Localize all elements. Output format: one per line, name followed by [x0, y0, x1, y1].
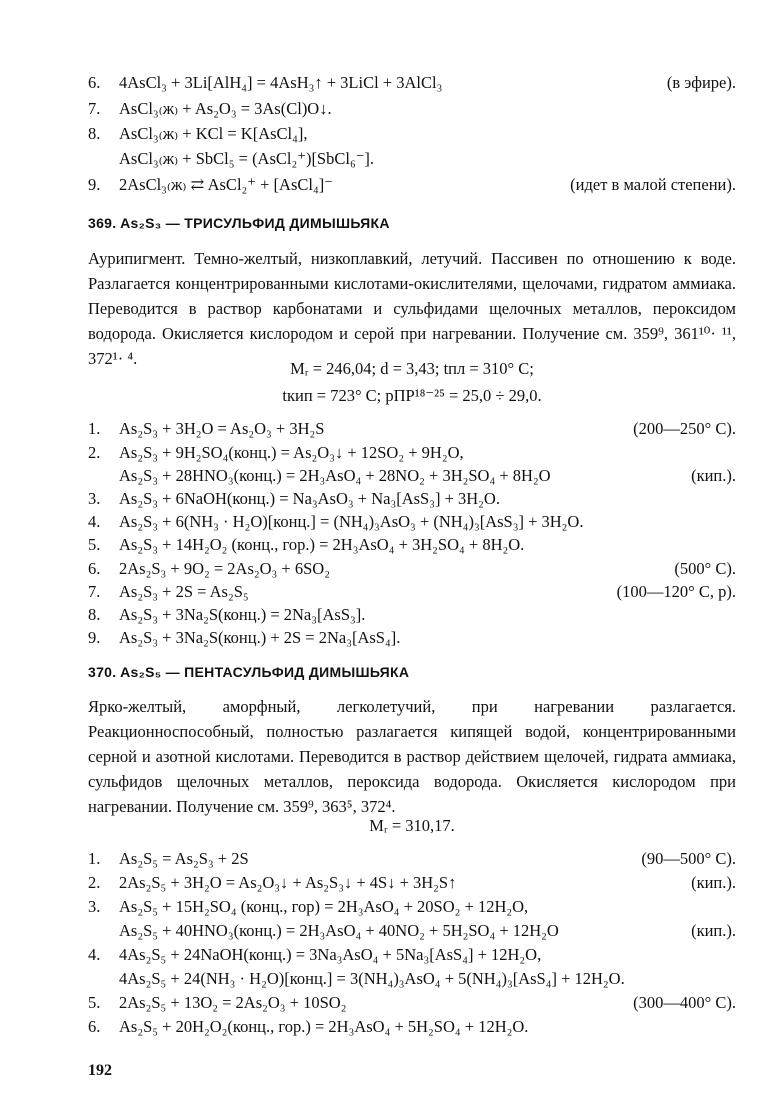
- reaction-equation: As₂S₅ + 15H₂SO₄ (конц., гор) = 2H₃AsO₄ + 20SO₂ + 12H₂O,: [119, 897, 529, 916]
- properties-line: Mᵣ = 246,04; d = 3,43; tпл = 310° C;: [290, 359, 534, 378]
- reaction-number: 6.: [88, 1017, 101, 1036]
- reaction-equation: As₂S₃ + 6(NH₃ · H₂O)[конц.] = (NH₄)₃AsO₃ + (NH₄)₃[AsS₃] + 3H₂O.: [119, 512, 584, 531]
- reaction-equation: As₂S₃ + 3Na₂S(конц.) + 2S = 2Na₃[AsS₄].: [119, 628, 401, 647]
- reaction-equation: 2As₂S₅ + 3H₂O = As₂O₃↓ + As₂S₃↓ + 4S↓ + 3H₂S↑: [119, 873, 457, 892]
- reaction-row: [88, 1014, 736, 1040]
- reaction-number: 1.: [88, 849, 101, 868]
- reaction-row: [88, 625, 736, 651]
- reaction-number: 6.: [88, 559, 101, 578]
- reaction-condition: (100—120° C, p).: [616, 582, 736, 601]
- reaction-row: [88, 146, 736, 172]
- reaction-row: [88, 894, 736, 920]
- reaction-equation: As₂S₃ + 2S = As₂S₅: [119, 582, 249, 601]
- reaction-row: [88, 96, 736, 122]
- reaction-condition: (в эфире).: [666, 73, 736, 92]
- reaction-equation: AsCl₃₍ж₎ + As₂O₃ = 3As(Cl)O↓.: [119, 99, 332, 118]
- reaction-condition: (идет в малой степени).: [570, 175, 736, 194]
- reaction-condition: (200—250° C).: [633, 419, 736, 438]
- reaction-equation: As₂S₅ + 40HNO₃(конц.) = 2H₃AsO₄ + 40NO₂ + 5H₂SO₄ + 12H₂O: [119, 921, 559, 940]
- reaction-condition: (300—400° C).: [633, 993, 736, 1012]
- reaction-condition: (90—500° C).: [641, 849, 736, 868]
- reaction-row: [88, 121, 736, 147]
- reaction-number: 9.: [88, 628, 101, 647]
- section-heading: 370. As₂S₅ — ПЕНТАСУЛЬФИД ДИМЫШЬЯКА: [88, 664, 410, 680]
- reaction-equation: 2AsCl₃₍ж₎ ⇄ AsCl₂⁺ + [AsCl₄]⁻: [119, 175, 333, 194]
- page-number: 192: [88, 1062, 112, 1079]
- reaction-equation: As₂S₃ + 28HNO₃(конц.) = 2H₃AsO₄ + 28NO₂ + 3H₂SO₄ + 8H₂O: [119, 466, 551, 485]
- reaction-equation: As₂S₃ + 3Na₂S(конц.) = 2Na₃[AsS₃].: [119, 605, 366, 624]
- reaction-condition: (кип.).: [691, 921, 736, 940]
- reaction-equation: As₂S₅ + 20H₂O₂(конц., гор.) = 2H₃AsO₄ + 5H₂SO₄ + 12H₂O.: [119, 1017, 529, 1036]
- reaction-number: 7.: [88, 582, 101, 601]
- reaction-row: [88, 416, 736, 442]
- reaction-equation: As₂S₃ + 3H₂O = As₂O₃ + 3H₂S: [119, 419, 325, 438]
- section-heading: 369. As₂S₃ — ТРИСУЛЬФИД ДИМЫШЬЯКА: [88, 215, 390, 231]
- reaction-row: [88, 70, 736, 96]
- reaction-number: 4.: [88, 512, 101, 531]
- reaction-equation: 4AsCl₃ + 3Li[AlH₄] = 4AsH₃↑ + 3LiCl + 3AlCl₃: [119, 73, 443, 92]
- properties-line: tкип = 723° C; рПР¹⁸⁻²⁵ = 25,0 ÷ 29,0.: [282, 386, 542, 405]
- reaction-number: 3.: [88, 489, 101, 508]
- reaction-row: [88, 846, 736, 872]
- reaction-row: [88, 870, 736, 896]
- reaction-number: 5.: [88, 535, 101, 554]
- reaction-equation: As₂S₅ = As₂S₃ + 2S: [119, 849, 249, 868]
- reaction-row: [88, 942, 736, 968]
- reaction-number: 9.: [88, 175, 101, 194]
- reaction-row: [88, 990, 736, 1016]
- reaction-equation: 2As₂S₅ + 13O₂ = 2As₂O₃ + 10SO₂: [119, 993, 347, 1012]
- reaction-number: 2.: [88, 873, 101, 892]
- reaction-equation: 4As₂S₅ + 24(NH₃ · H₂O)[конц.] = 3(NH₄)₃AsO₄ + 5(NH₄)₃[AsS₄] + 12H₂O.: [119, 969, 625, 988]
- reaction-equation: AsCl₃₍ж₎ + KCl = K[AsCl₄],: [119, 124, 308, 143]
- reaction-equation: As₂S₃ + 6NaOH(конц.) = Na₃AsO₃ + Na₃[AsS₃] + 3H₂O.: [119, 489, 500, 508]
- reaction-row: [88, 918, 736, 944]
- reaction-row: [88, 966, 736, 992]
- reaction-equation: 4As₂S₅ + 24NaOH(конц.) = 3Na₃AsO₄ + 5Na₃[AsS₄] + 12H₂O,: [119, 945, 542, 964]
- section-description: Ярко-желтый, аморфный, легколетучий, при нагревании разлагается. Реакционноспособный, полностью разлагается кипящей водой, концентрированными серной и азотной кислотами. Переводится в раствор действием щелочей, гидрата аммиака, сульфидов щелочных металлов, пероксида водорода. Окисляется кислородом при нагревании. Получение см. 359⁹, 363⁵, 372⁴.: [88, 697, 736, 816]
- reaction-condition: (500° C).: [674, 559, 736, 578]
- reaction-row: [88, 172, 736, 198]
- reaction-equation: As₂S₃ + 9H₂SO₄(конц.) = As₂O₃↓ + 12SO₂ + 9H₂O,: [119, 443, 464, 462]
- reaction-equation: 2As₂S₃ + 9O₂ = 2As₂O₃ + 6SO₂: [119, 559, 330, 578]
- reaction-number: 8.: [88, 605, 101, 624]
- reaction-equation: As₂S₃ + 14H₂O₂ (конц., гор.) = 2H₃AsO₄ + 3H₂SO₄ + 8H₂O.: [119, 535, 525, 554]
- reaction-equation: AsCl₃₍ж₎ + SbCl₅ = (AsCl₂⁺)[SbCl₆⁻].: [119, 149, 375, 168]
- reaction-number: 7.: [88, 99, 101, 118]
- reaction-condition: (кип.).: [691, 873, 736, 892]
- reaction-condition: (кип.).: [691, 466, 736, 485]
- reaction-number: 6.: [88, 73, 101, 92]
- reaction-number: 1.: [88, 419, 101, 438]
- section-description: Аурипигмент. Темно-желтый, низкоплавкий, летучий. Пассивен по отношению к воде. Разлагается концентрированными кислотами-окислителями, щелочами, гидратом аммиака. Переводится в раствор карбонатами и сульфидами щелочных металлов, пероксидом водорода. Окисляется кислородом и серой при нагревании. Получение см. 359⁹, 361¹⁰· ¹¹, 372¹· ⁴.: [88, 249, 736, 368]
- reaction-number: 2.: [88, 443, 101, 462]
- reaction-number: 5.: [88, 993, 101, 1012]
- reaction-number: 3.: [88, 897, 101, 916]
- reaction-row: [88, 532, 736, 558]
- reaction-number: 8.: [88, 124, 101, 143]
- properties-line: Mᵣ = 310,17.: [369, 816, 455, 835]
- reaction-number: 4.: [88, 945, 101, 964]
